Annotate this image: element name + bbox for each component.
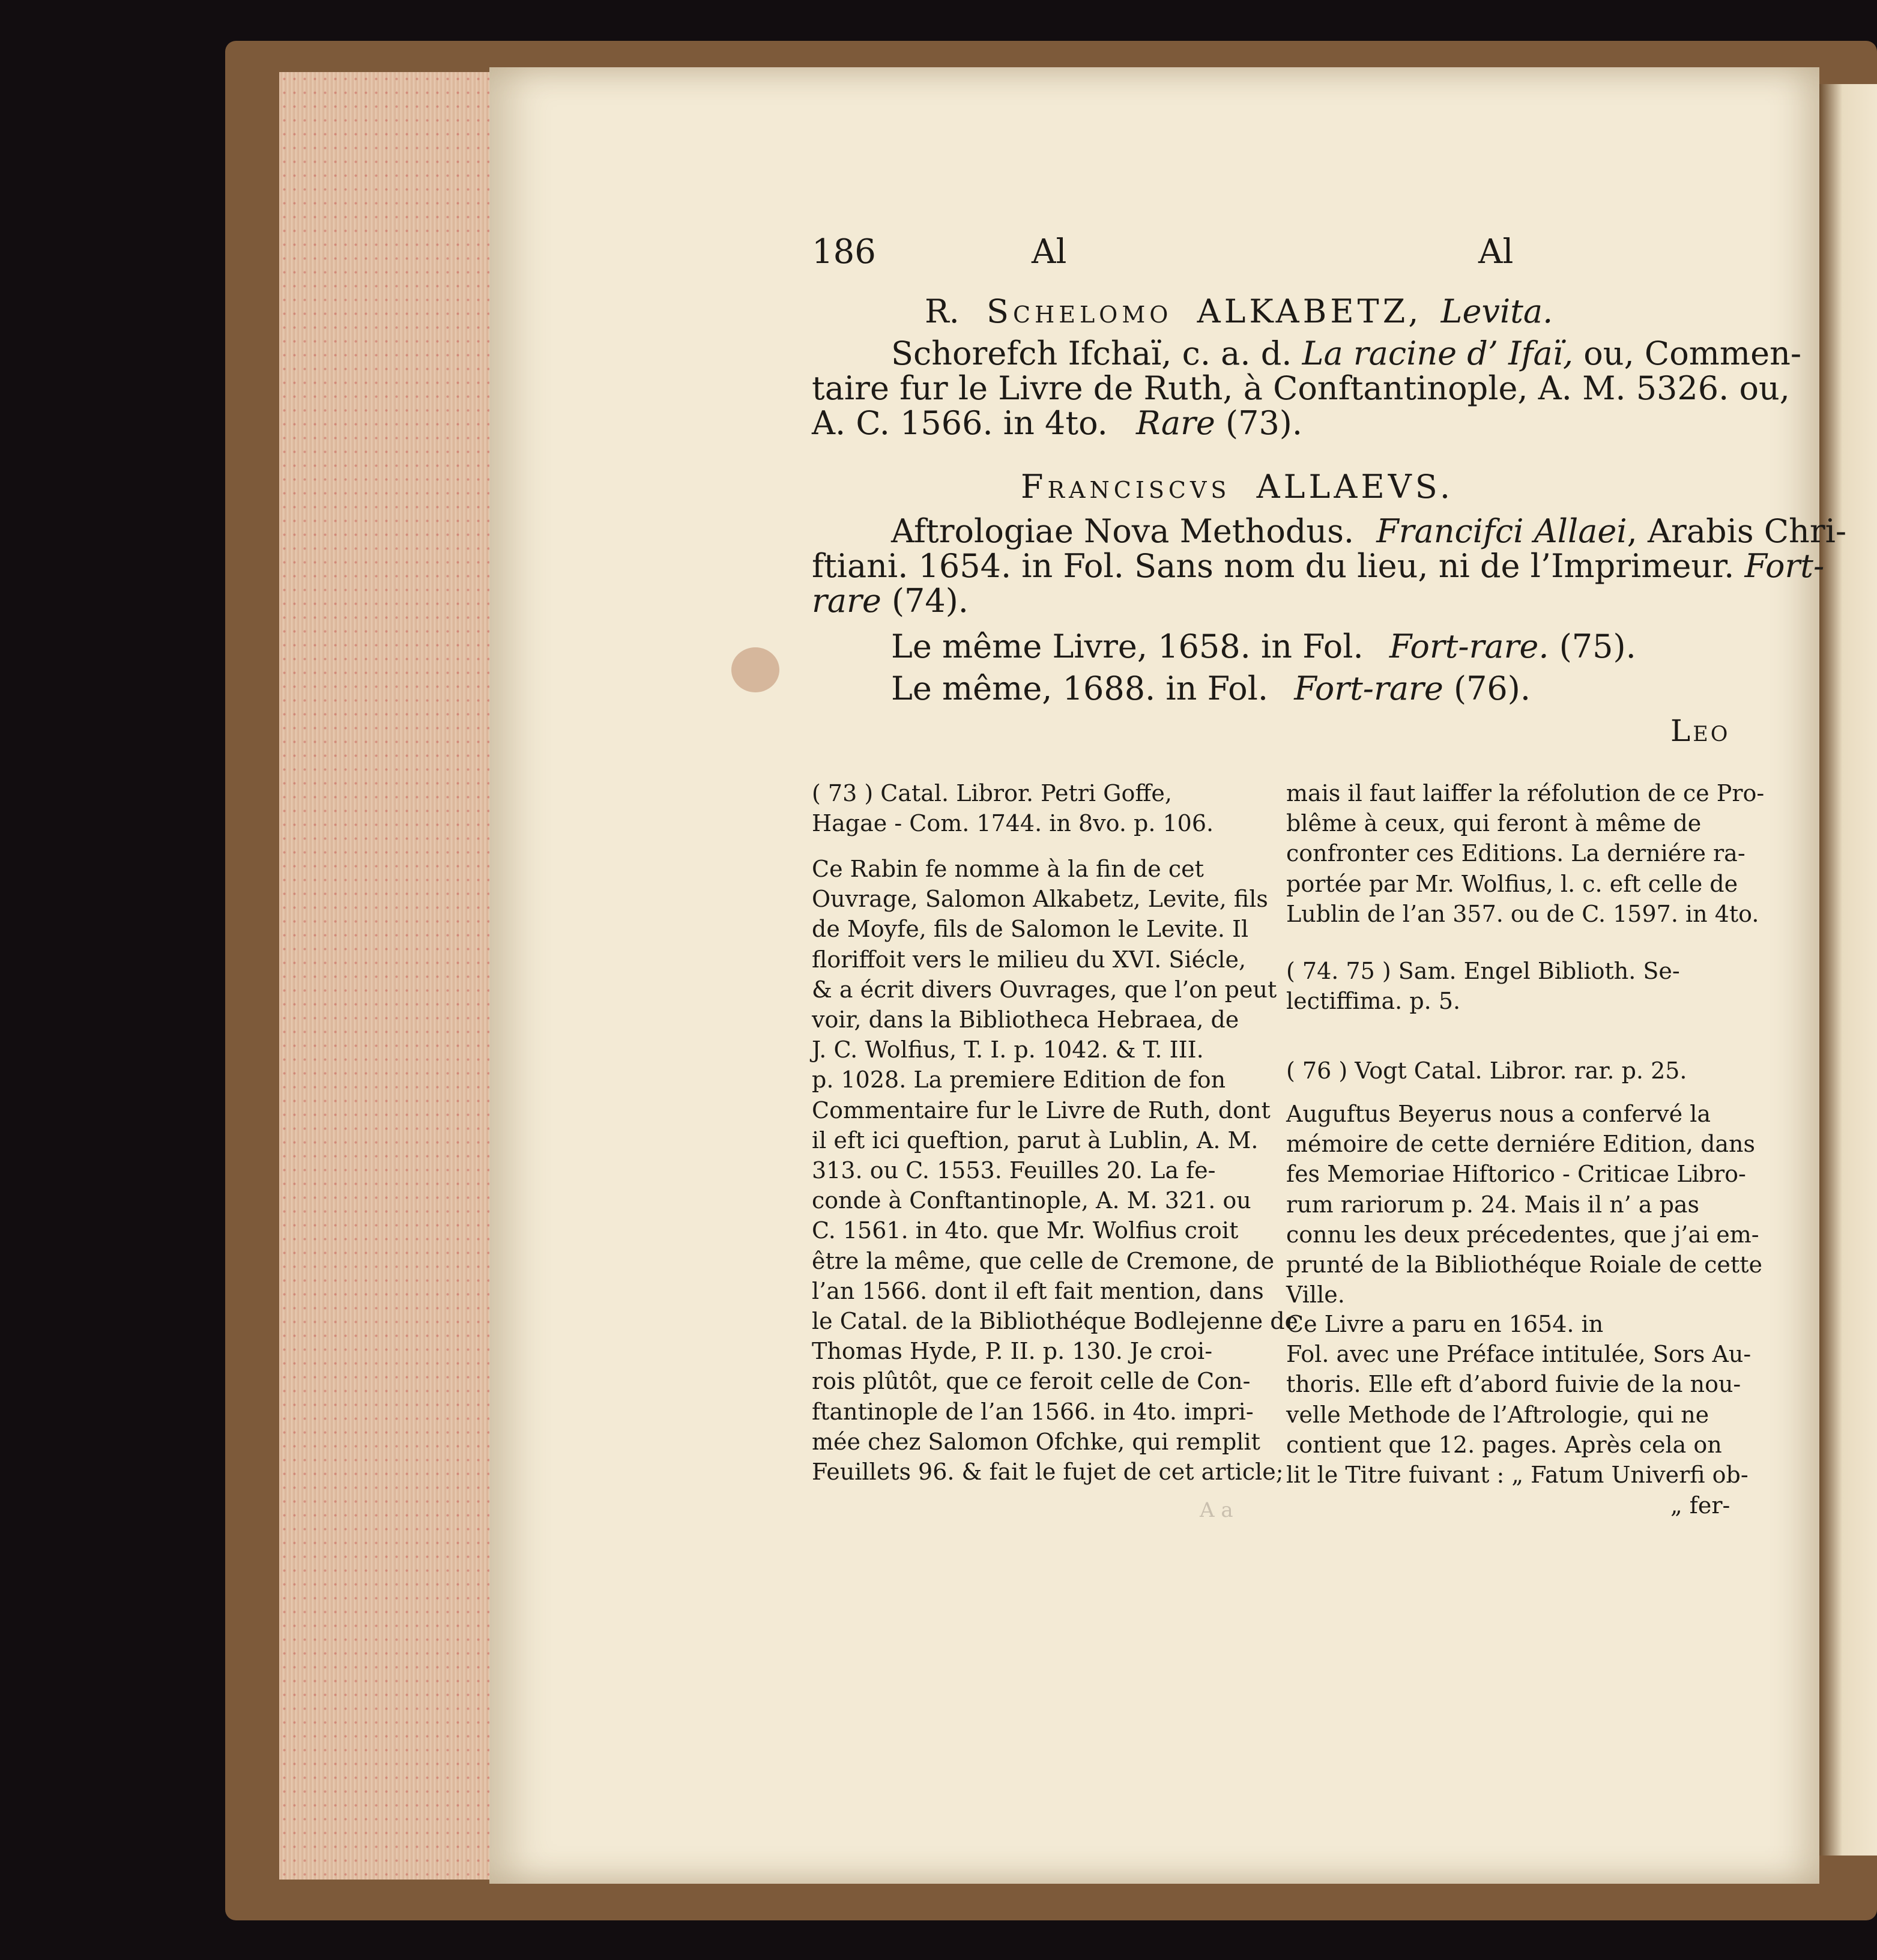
footnote-line: Commentaire fur le Livre de Ruth, dont	[812, 1097, 1271, 1124]
footnote-line: ( 74. 75 ) Sam. Engel Biblioth. Se-	[1286, 958, 1680, 984]
footnote-line: Ouvrage, Salomon Alkabetz, Levite, fils	[812, 886, 1268, 912]
entry1-author-last: ALKABETZ,	[1197, 292, 1422, 330]
signature-mark: A a	[1200, 1498, 1233, 1522]
footnote-line: il eft ici queftion, parut à Lublin, A. M.	[812, 1127, 1259, 1154]
entry1-author	[925, 292, 1553, 330]
footnote-line: être la même, que celle de Cremone, de	[812, 1248, 1275, 1274]
footnote-line: mémoire de cette derniére Edition, dans	[1286, 1131, 1756, 1157]
footnote-line: Ce Livre a paru en 1654. in	[1286, 1311, 1604, 1337]
footnote-line: portée par Mr. Wolfius, l. c. eft celle de	[1286, 871, 1738, 897]
footnote-line: Fol. avec une Préface intitulée, Sors Au-	[1286, 1341, 1752, 1367]
footnote-line: Thomas Hyde, P. II. p. 130. Je croi-	[812, 1338, 1213, 1364]
footnote-line: confronter ces Editions. La derniére ra-	[1286, 840, 1746, 867]
footnote-line: C. 1561. in 4to. que Mr. Wolfius croit	[812, 1217, 1239, 1244]
footnote-line: blême à ceux, qui feront à même de	[1286, 810, 1702, 836]
page-number: 186	[812, 232, 876, 271]
facing-page-edge	[1819, 84, 1877, 1856]
footnote-line: connu les deux précedentes, que j’ai em-	[1286, 1221, 1759, 1248]
entry1-author-suffix: Levita.	[1440, 292, 1553, 330]
footnote-line: rum rariorum p. 24. Mais il n’ a pas	[1286, 1191, 1700, 1218]
footnote-line: mais il faut laiffer la réfolution de ce Pro-	[1286, 780, 1765, 806]
footnote-line: fes Memoriae Hiftorico - Criticae Libro-	[1286, 1161, 1746, 1187]
footnote-line: lit le Titre fuivant : „ Fatum Univerfi ob-	[1286, 1462, 1749, 1488]
footnote-line: Hagae - Com. 1744. in 8vo. p. 106.	[812, 810, 1214, 836]
catchword-top: Leo	[1670, 713, 1730, 748]
footnote-line: & a écrit divers Ouvrages, que l’on peut	[812, 976, 1277, 1003]
footnote-line: J. C. Wolfius, T. I. p. 1042. & T. III.	[812, 1036, 1204, 1063]
footnote-line: Auguftus Beyerus nous a confervé la	[1286, 1101, 1711, 1127]
footnote-line: rois plûtôt, que ce feroit celle de Con-	[812, 1368, 1251, 1394]
entry1-line3: A. C. 1566. in 4to. Rare (73).	[812, 404, 1303, 442]
page-edges-speckle	[279, 72, 489, 1880]
footnote-line: de Moyfe, fils de Salomon le Levite. Il	[812, 916, 1249, 942]
entry1-author-prefix: R.	[925, 292, 960, 330]
entry2-line5: Le même, 1688. in Fol. Fort-rare (76).	[891, 670, 1531, 707]
entry2-author	[1021, 468, 1454, 506]
footnote-line: Lublin de l’an 357. ou de C. 1597. in 4to.	[1286, 901, 1759, 927]
running-head-right: Al	[1478, 232, 1514, 271]
running-head-left: Al	[1032, 232, 1067, 271]
footnote-line: lectiffima. p. 5.	[1286, 988, 1461, 1014]
entry2-line1: Aftrologiae Nova Methodus. Francifci Allaei, Arabis Chri-	[891, 512, 1847, 550]
entry2-line4: Le même Livre, 1658. in Fol. Fort-rare. (75).	[891, 628, 1636, 665]
footnote-line: prunté de la Bibliothéque Roiale de cette	[1286, 1251, 1762, 1278]
footnote-line: Ville.	[1286, 1281, 1345, 1308]
entry2-author-first: Franciscvs	[1021, 468, 1231, 506]
entry2-author-last: ALLAEVS.	[1256, 468, 1454, 506]
footnote-line: ftantinople de l’an 1566. in 4to. impri-	[812, 1399, 1254, 1425]
footnote-line: Ce Rabin fe nomme à la fin de cet	[812, 856, 1204, 882]
entry1-line1: Schorefch Ifchaï, c. a. d. La racine d’ Ifaï, ou, Commen-	[891, 334, 1802, 372]
catchword-bottom: „ fer-	[1670, 1492, 1730, 1519]
entry2-line2: ftiani. 1654. in Fol. Sans nom du lieu, ni de l’Imprimeur. Fort-	[812, 547, 1825, 585]
entry1-line2: taire fur le Livre de Ruth, à Conftantinople, A. M. 5326. ou,	[812, 369, 1790, 407]
footnote-line: conde à Conftantinople, A. M. 321. ou	[812, 1187, 1251, 1214]
footnote-line: velle Methode de l’Aftrologie, qui ne	[1286, 1402, 1709, 1428]
footnote-line: Feuillets 96. & fait le fujet de cet article;	[812, 1459, 1284, 1485]
footnote-line: p. 1028. La premiere Edition de fon	[812, 1066, 1226, 1093]
footnote-line: ( 73 ) Catal. Libror. Petri Goffe,	[812, 780, 1172, 806]
entry2-line3: rare (74).	[812, 582, 969, 620]
entry1-author-first: Schelomo	[987, 292, 1173, 330]
footnote-line: l’an 1566. dont il eft fait mention, dans	[812, 1278, 1264, 1304]
footnote-line: mée chez Salomon Ofchke, qui remplit	[812, 1429, 1260, 1455]
footnote-line: ( 76 ) Vogt Catal. Libror. rar. p. 25.	[1286, 1057, 1687, 1084]
footnote-line: 313. ou C. 1553. Feuilles 20. La fe-	[812, 1157, 1216, 1184]
page-stain	[731, 647, 779, 692]
footnote-line: voir, dans la Bibliotheca Hebraea, de	[812, 1006, 1239, 1033]
footnote-line: thoris. Elle eft d’abord fuivie de la nou-	[1286, 1371, 1741, 1397]
footnote-line: floriffoit vers le milieu du XVI. Siécle,	[812, 946, 1247, 973]
footnote-line: le Catal. de la Bibliothéque Bodlejenne de	[812, 1308, 1299, 1334]
footnote-line: contient que 12. pages. Après cela on	[1286, 1432, 1722, 1458]
